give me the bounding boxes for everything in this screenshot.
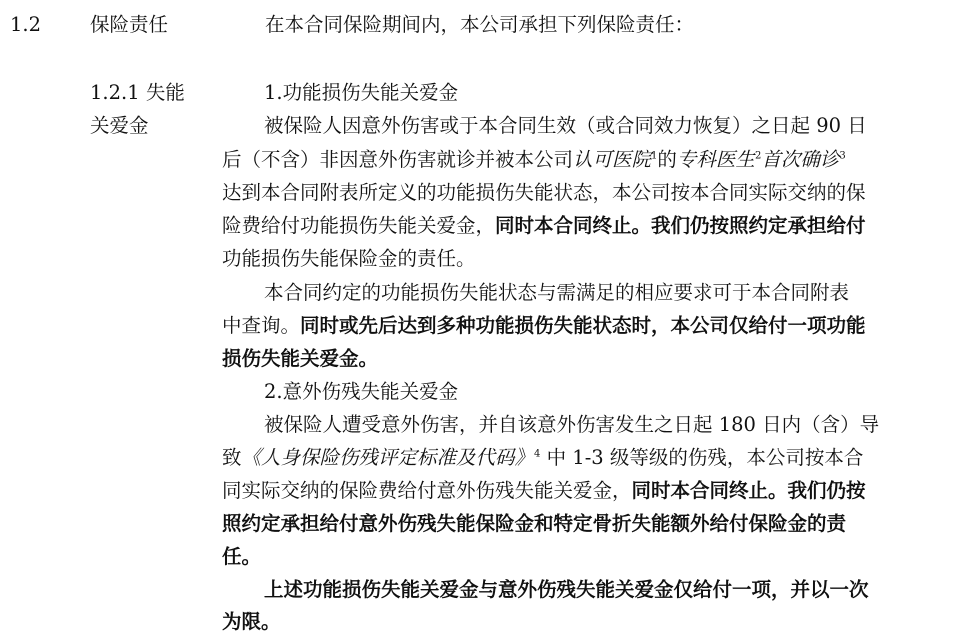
text-segment: 险费给付功能损伤失能关爱金， [222, 214, 496, 237]
subsection-label-line2: 关爱金 [90, 114, 149, 137]
item2-p1-line [222, 474, 866, 507]
item1-p1-line [264, 109, 867, 142]
text-segment: 同时或先后达到多种功能损伤失能状态时，本公司仅给付一项功能 [300, 314, 866, 337]
section-number: 1.2 [10, 13, 42, 36]
item1-p1-line [222, 209, 866, 242]
item1-p2-line [264, 276, 849, 309]
text-segment: 同实际交纳的保险费给付意外伤残失能关爱金， [222, 479, 632, 502]
text-segment: 达到本合同附表所定义的功能损伤失能状态，本公司按本合同实际交纳的保 [222, 181, 866, 204]
text-segment: 专科医生 [676, 148, 755, 171]
text-segment: 被保险人因意外伤害或于本合同生效（或合同效力恢复）之日起 90 日 [264, 114, 867, 137]
text-segment: 后（不含）非因意外伤害就诊并被本公司 [222, 148, 574, 171]
item1-p1-line [222, 143, 846, 176]
subsection-label-line1: 1.2.1 失能 [90, 81, 185, 104]
text-segment: 为限。 [222, 610, 281, 633]
item2-p1-line [222, 441, 863, 474]
item2-heading: 2.意外伤残失能关爱金 [264, 380, 459, 403]
text-segment: 上述功能损伤失能关爱金与意外伤残失能关爱金仅给付一项，并以一次 [264, 578, 869, 601]
section-intro: 在本合同保险期间内，本公司承担下列保险责任： [265, 13, 695, 36]
item2-p1-line [222, 540, 261, 573]
item2-p2-line [222, 605, 281, 638]
text-segment: 本合同约定的功能损伤失能状态与需满足的相应要求可于本合同附表 [264, 281, 850, 304]
text-segment: 同时本合同终止。我们仍按照约定承担给付 [495, 214, 866, 237]
item2-p2-line [264, 573, 869, 606]
footnote-marker: 2 [754, 150, 762, 162]
item1-p2-line [222, 309, 866, 342]
item1-p1-line [222, 242, 476, 275]
item2-p1-line [222, 507, 846, 540]
item1-p1-line [222, 176, 866, 209]
text-segment: 中查询。 [222, 314, 301, 337]
text-segment: 同时本合同终止。我们仍按 [631, 479, 866, 502]
text-segment: 《人身保险伤残评定标准及代码》 [241, 446, 535, 469]
text-segment: 照约定承担给付意外伤残失能保险金和特定骨折失能额外给付保险金的责 [222, 512, 847, 535]
text-segment: 任。 [222, 545, 262, 568]
text-segment: 功能损伤失能保险金的责任。 [222, 247, 476, 270]
text-segment: 认可医院 [573, 148, 652, 171]
item1-p2-line [222, 342, 378, 375]
footnote-marker: 3 [839, 150, 846, 162]
item1-heading: 1.功能损伤失能关爱金 [264, 81, 459, 104]
footnote-marker: 1 [651, 150, 658, 162]
text-segment: 致 [222, 446, 242, 469]
item2-p1-line [264, 408, 879, 441]
text-segment: 损伤失能关爱金。 [222, 347, 379, 370]
text-segment: 中 1-3 级等级的伤残，本公司按本合 [540, 446, 864, 469]
text-segment: 的 [657, 148, 677, 171]
section-title: 保险责任 [90, 13, 169, 36]
footnote-marker: 4 [534, 448, 541, 460]
text-segment: 被保险人遭受意外伤害，并自该意外伤害发生之日起 180 日内（含）导 [264, 413, 880, 436]
text-segment: 首次确诊 [761, 148, 840, 171]
